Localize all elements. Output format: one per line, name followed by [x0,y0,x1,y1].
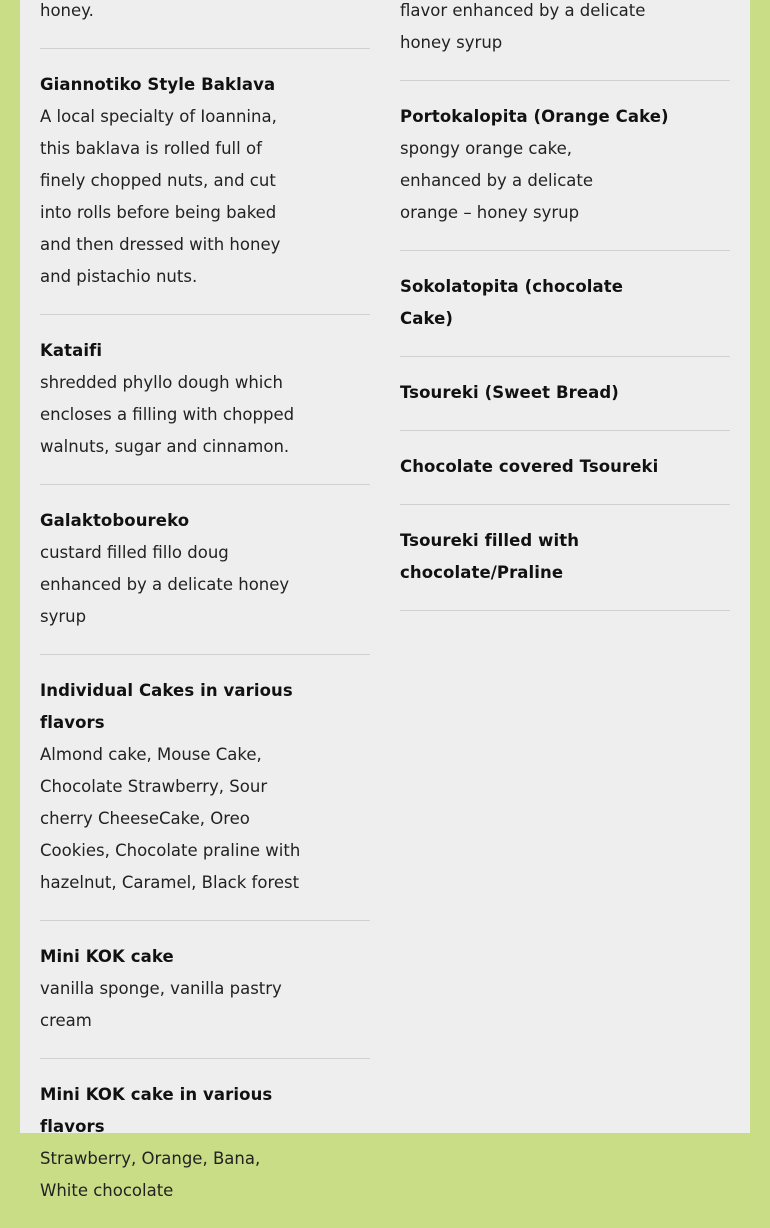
item-description: spongy orange cake, enhanced by a delicate orange – honey syrup [400,139,594,222]
item-description: Almond cake, Mouse Cake, Chocolate Strawberry, Sour cherry CheeseCake, Oreo Cookies, Chocolate praline with hazelnut, Caramel, Black forest [40,745,301,892]
menu-item [40,1059,370,1228]
item-description: honey. [40,1,94,20]
menu-column-left [40,0,370,1228]
menu-item [40,0,370,49]
item-description: Strawberry, Orange, Bana, White chocolate [40,1149,261,1200]
item-description: A local specialty of Ioannina, this baklava is rolled full of finely chopped nuts, and cut into rolls before being baked and then dressed with honey and pistachio nuts. [40,107,281,286]
menu-item [40,49,370,315]
menu-panel [20,0,750,1200]
menu-item [400,81,730,251]
menu-item [400,505,730,611]
item-title: Kataifi [40,341,103,360]
menu-column-right [400,0,730,611]
item-description: custard filled fillo doug enhanced by a delicate honey syrup [40,543,290,626]
menu-item [400,0,730,81]
item-title: Tsoureki (Sweet Bread) [400,383,619,402]
menu-item [40,315,370,485]
menu-item [40,485,370,655]
item-description: vanilla sponge, vanilla pastry cream [40,979,282,1030]
menu-item [400,431,730,505]
menu-item [400,251,730,357]
item-description: shredded phyllo dough which encloses a filling with chopped walnuts, sugar and cinnamon. [40,373,295,456]
menu-item [40,655,370,921]
menu-item [400,357,730,431]
item-title: Galaktoboureko [40,511,190,530]
menu-item [40,921,370,1059]
item-title: Individual Cakes in various flavors [40,681,293,732]
item-title: Sokolatopita (chocolate Cake) [400,277,624,328]
item-title: Portokalopita (Orange Cake) [400,107,669,126]
item-title: Tsoureki filled with chocolate/Praline [400,531,580,582]
item-title: Mini KOK cake [40,947,174,966]
item-title: Chocolate covered Tsoureki [400,457,659,476]
item-title: Giannotiko Style Baklava [40,75,276,94]
item-description: flavor enhanced by a delicate honey syrup [400,1,646,52]
item-title: Mini KOK cake in various flavors [40,1085,273,1136]
